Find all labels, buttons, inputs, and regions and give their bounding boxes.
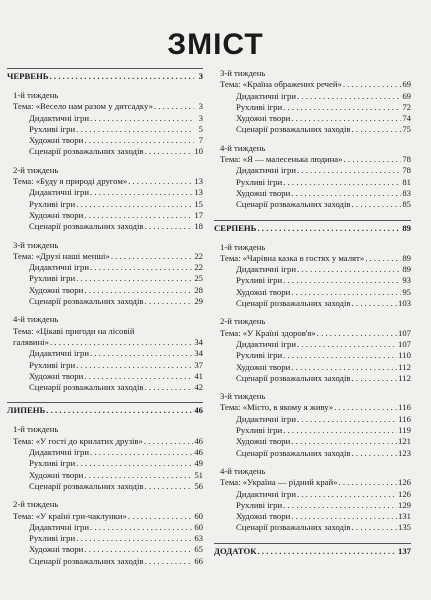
week-heading: 2-й тиждень [220,316,266,327]
entry-label: Сценарії розважальних заходів [236,199,351,210]
week-heading: 3-й тиждень [13,239,59,250]
entry-label: Сценарії розважальних заходів [29,555,144,566]
dot-leader [317,328,397,339]
dot-leader [257,221,401,235]
entry-label: Художні твори [236,187,291,198]
page-number: 95 [402,286,411,297]
topic-entry[interactable] [214,154,411,165]
spacer [214,384,411,391]
dot-leader [297,414,397,425]
topic-entry[interactable] [7,101,203,112]
entry-label: Рухливі ігри [29,123,76,134]
page-number: 60 [194,510,203,521]
entry-label: Художні твори [236,511,291,522]
dot-leader [352,298,397,309]
page-number: 60 [194,521,203,532]
subsection-entry[interactable] [7,199,203,210]
entry-label: ЛИПЕНЬ [7,405,46,416]
entry-label: Дидактичні ігри [236,90,296,101]
page-number: 83 [402,187,411,198]
topic-entry[interactable] [7,511,203,522]
page-number: 18 [194,221,203,232]
entry-label: Художні твори [29,469,84,480]
dot-leader [343,79,401,90]
entry-label: Рухливі ігри [29,458,76,469]
page-number: 28 [194,284,203,295]
entry-label: Сценарії розважальних заходів [236,298,351,309]
page-number: 46 [194,405,203,416]
page-number: 112 [398,361,411,372]
dot-leader [84,470,193,481]
page-number: 112 [398,372,411,383]
topic-entry[interactable] [7,251,203,262]
spacer [214,534,411,543]
toc-column-left [7,68,203,567]
subsection-entry[interactable] [7,360,203,371]
subsection-entry[interactable] [214,91,411,102]
toc-column-right [214,68,411,558]
week-heading: 3-й тиждень [220,68,266,78]
entry-label: Рухливі ігри [236,499,283,510]
subsection-entry[interactable] [7,187,203,198]
section-heading[interactable] [214,544,411,558]
dot-leader [76,199,193,210]
dot-leader [76,124,194,135]
spacer [7,492,203,499]
dot-leader [352,199,402,210]
page-number: 7 [198,135,203,146]
dot-leader [145,481,194,492]
subsection-entry[interactable] [214,177,411,188]
entry-label: Тема: «Чарівна казка в гостях у малят» [220,252,365,263]
spacer [7,393,203,402]
subsection-entry[interactable] [7,382,203,393]
page-number: 75 [402,124,411,135]
week-heading: 1-й тиждень [220,241,266,252]
subsection-entry[interactable] [214,522,411,533]
entry-label: Дидактичні ігри [29,447,89,458]
entry-label: Художні твори [236,113,291,124]
dot-leader [352,124,402,135]
page-number: 3 [198,112,203,123]
subsection-entry[interactable] [214,124,411,135]
subsection-entry[interactable] [214,414,411,425]
entry-label: Тема: «Буду я природі другом» [13,176,128,187]
topic-entry[interactable] [214,253,411,264]
week-heading: 3-й тиждень [220,391,266,402]
subsection-entry[interactable] [7,285,203,296]
entry-label: Рухливі ігри [236,425,283,436]
topic-entry[interactable] [7,176,203,187]
page-number: 69 [402,79,411,90]
page-number: 49 [194,458,203,469]
page-number: 3 [198,71,203,81]
page-number: 65 [194,544,203,555]
entry-label: Художні твори [29,544,84,555]
subsection-entry[interactable] [7,262,203,273]
spacer [214,136,411,143]
page-number: 89 [402,222,411,233]
page-number: 22 [194,250,203,261]
page-number: 66 [194,555,203,566]
dot-leader [145,296,194,307]
spacer [7,417,203,424]
subsection-entry[interactable] [7,522,203,533]
week-heading: 2-й тиждень [13,164,59,175]
entry-label: Сценарії розважальних заходів [236,447,351,458]
entry-label: Сценарії розважальних заходів [29,296,144,307]
dot-leader [291,436,397,447]
page-number: 81 [402,176,411,187]
week-heading: 1-й тиждень [13,424,59,435]
page-number: 116 [398,413,411,424]
entry-label: Рухливі ігри [236,275,283,286]
subsection-entry[interactable] [214,436,411,447]
page-number: 17 [194,209,203,220]
page-number: 129 [397,499,411,510]
dot-leader [50,337,193,348]
page-number: 42 [194,382,203,393]
dot-leader [297,165,401,176]
subsection-entry[interactable] [214,165,411,176]
entry-label: Тема: «У Країні здоров'я» [220,327,316,338]
entry-label: Дидактичні ігри [29,348,89,359]
dot-leader [352,373,398,384]
entry-label: Дидактичні ігри [236,488,296,499]
page-number: 69 [402,90,411,101]
entry-label: Тема: «У гості до крилатих друзів» [13,435,143,446]
dot-leader [76,360,193,371]
subsection-entry[interactable] [214,448,411,459]
entry-label: Сценарії розважальних заходів [236,372,351,383]
dot-leader [46,403,193,417]
entry-label: Рухливі ігри [236,176,283,187]
entry-label: Художні твори [236,286,291,297]
entry-label: Тема: «У країні гри-чаклунки» [13,510,127,521]
entry-label: Художні твори [236,436,291,447]
entry-label: Сценарії розважальних заходів [29,146,144,157]
subsection-entry[interactable] [7,146,203,157]
topic-entry-line2[interactable] [7,337,203,348]
topic-entry[interactable] [7,436,203,447]
subsection-entry[interactable] [7,221,203,232]
dot-leader [352,448,397,459]
dot-leader [291,362,397,373]
dot-leader [76,533,193,544]
page-number: 107 [397,338,411,349]
page-number: 13 [194,187,203,198]
dot-leader [297,489,397,500]
dot-leader [291,188,401,199]
subsection-entry[interactable] [214,287,411,298]
week-heading: 2-й тиждень [13,499,59,510]
entry-label: Сценарії розважальних заходів [29,480,144,491]
entry-label: Сценарії розважальних заходів [236,124,351,135]
page-number: 110 [398,350,411,361]
dot-leader [84,371,193,382]
subsection-entry[interactable] [214,113,411,124]
entry-label: Сценарії розважальних заходів [29,221,144,232]
subsection-entry[interactable] [214,500,411,511]
entry-label: Дидактичні ігри [236,264,296,275]
subsection-entry[interactable] [214,425,411,436]
dot-leader [291,287,401,298]
topic-entry[interactable] [214,79,411,90]
dot-leader [258,544,397,558]
page-number: 89 [402,252,411,263]
entry-label: Дидактичні ігри [29,187,89,198]
dot-leader [154,101,194,112]
page-number: 51 [194,469,203,480]
topic-entry[interactable] [214,402,411,413]
entry-label: Дидактичні ігри [29,521,89,532]
page-number: 121 [397,436,411,447]
subsection-entry[interactable] [7,124,203,135]
dot-leader [128,176,193,187]
subsection-entry[interactable] [214,511,411,522]
dot-leader [84,210,193,221]
subsection-entry[interactable] [214,275,411,286]
page-number: 13 [194,176,203,187]
dot-leader [365,253,401,264]
week-heading: 1-й тиждень [13,90,59,100]
topic-entry[interactable] [214,477,411,488]
topic-entry-line1[interactable]: Тема: «Цікаві пригоди на лісовій [13,325,135,336]
page-number: 5 [198,123,203,134]
dot-leader [339,477,397,488]
subsection-entry[interactable] [214,362,411,373]
page-number: 29 [194,296,203,307]
dot-leader [283,350,397,361]
dot-leader [84,544,193,555]
spacer [7,233,203,240]
dot-leader [84,285,193,296]
page-number: 123 [397,447,411,458]
entry-label: Рухливі ігри [29,198,76,209]
entry-label: Тема: «Україна — рідний край» [220,477,338,488]
dot-leader [76,458,193,469]
dot-leader [84,135,194,146]
page-number: 126 [397,477,411,488]
subsection-entry[interactable] [7,348,203,359]
page-number: 63 [194,533,203,544]
section-heading[interactable] [7,403,203,417]
entry-label: Художні твори [29,209,84,220]
page-number: 78 [402,154,411,165]
entry-label: Художні твори [236,361,291,372]
topic-entry[interactable] [214,328,411,339]
page-number: 74 [402,113,411,124]
entry-label: ЧЕРВЕНЬ [7,71,49,81]
dot-leader [90,522,193,533]
dot-leader [50,69,194,83]
subsection-entry[interactable] [214,199,411,210]
dot-leader [334,402,397,413]
page-number: 131 [397,511,411,522]
entry-label: Художні твори [29,370,84,381]
subsection-entry[interactable] [214,102,411,113]
subsection-entry[interactable] [7,447,203,458]
entry-label: Дидактичні ігри [236,338,296,349]
dot-leader [291,113,401,124]
entry-label: Художні твори [29,135,84,146]
subsection-entry[interactable] [7,556,203,567]
dot-leader [352,522,397,533]
spacer [7,83,203,90]
subsection-entry[interactable] [214,373,411,384]
subsection-entry[interactable] [214,339,411,350]
entry-label: галявині» [13,336,49,347]
page-number: 137 [397,545,411,556]
page-title: ЗМІСТ [167,28,264,61]
entry-label: Сценарії розважальних заходів [236,522,351,533]
entry-label: ДОДАТОК [214,545,257,556]
dot-leader [90,113,194,124]
subsection-entry[interactable] [7,533,203,544]
page-number: 25 [194,273,203,284]
entry-label: Рухливі ігри [29,533,76,544]
subsection-entry[interactable] [214,489,411,500]
page-number: 78 [402,165,411,176]
dot-leader [283,425,397,436]
entry-label: Рухливі ігри [236,350,283,361]
dot-leader [145,146,194,157]
subsection-entry[interactable] [214,264,411,275]
dot-leader [90,447,193,458]
page-number: 103 [397,298,411,309]
page-number: 107 [397,327,411,338]
page-number: 93 [402,275,411,286]
page-number: 56 [194,480,203,491]
dot-leader [145,382,194,393]
page-number: 15 [194,198,203,209]
page-number: 126 [397,488,411,499]
subsection-entry[interactable] [7,296,203,307]
page-number: 46 [194,447,203,458]
subsection-entry[interactable] [7,135,203,146]
subsection-entry[interactable] [7,113,203,124]
page-number: 34 [194,348,203,359]
dot-leader [90,348,193,359]
spacer [214,309,411,316]
spacer [7,158,203,165]
page-number: 135 [397,522,411,533]
dot-leader [76,273,193,284]
spacer [214,235,411,242]
subsection-entry[interactable] [214,298,411,309]
dot-leader [128,511,193,522]
entry-label: Тема: «Друзі наші менші» [13,250,110,261]
dot-leader [297,339,397,350]
dot-leader [90,187,193,198]
week-heading: 4-й тиждень [13,314,59,325]
subsection-entry[interactable] [7,481,203,492]
dot-leader [291,511,397,522]
entry-label: Художні твори [29,284,84,295]
week-heading: 4-й тиждень [220,142,266,153]
section-heading[interactable] [7,69,203,83]
subsection-entry[interactable] [7,273,203,284]
entry-label: СЕРПЕНЬ [214,222,257,233]
spacer [7,307,203,314]
dot-leader [283,102,401,113]
dot-leader [283,177,401,188]
subsection-entry[interactable] [7,544,203,555]
entry-label: Тема: «Країна ображених речей» [220,79,342,90]
entry-label: Тема: «Я — малесенька людина» [220,154,343,165]
entry-label: Рухливі ігри [29,359,76,370]
dot-leader [145,221,194,232]
subsection-entry[interactable] [7,210,203,221]
subsection-entry[interactable] [7,371,203,382]
entry-label: Рухливі ігри [236,101,283,112]
section-heading[interactable] [214,221,411,235]
dot-leader [283,275,401,286]
subsection-entry[interactable] [214,350,411,361]
entry-label: Дидактичні ігри [236,413,296,424]
dot-leader [297,91,401,102]
page-number: 119 [398,425,411,436]
dot-leader [283,500,397,511]
entry-label: Дидактичні ігри [29,112,89,123]
page-number: 89 [402,264,411,275]
page-number: 46 [194,435,203,446]
subsection-entry[interactable] [214,188,411,199]
dot-leader [297,264,401,275]
page-number: 41 [194,370,203,381]
subsection-entry[interactable] [7,458,203,469]
spacer [214,211,411,220]
page-number: 3 [198,101,203,112]
page-number: 72 [402,101,411,112]
entry-label: Дидактичні ігри [236,165,296,176]
page-number: 34 [194,336,203,347]
dot-leader [111,251,194,262]
entry-label: Сценарії розважальних заходів [29,382,144,393]
entry-label: Рухливі ігри [29,273,76,284]
entry-label: Дидактичні ігри [29,262,89,273]
page-number: 116 [398,402,411,413]
dot-leader [344,154,402,165]
week-heading: 4-й тиждень [220,465,266,476]
entry-label: Тема: «Місто, в якому я живу» [220,402,334,413]
dot-leader [145,556,194,567]
page-number: 10 [194,146,203,157]
dot-leader [144,436,193,447]
subsection-entry[interactable] [7,470,203,481]
page-number: 22 [194,262,203,273]
page-number: 85 [402,199,411,210]
dot-leader [90,262,193,273]
entry-label: Тема: «Весело нам разом у дитсадку» [13,101,153,112]
spacer [214,459,411,466]
page-number: 37 [194,359,203,370]
